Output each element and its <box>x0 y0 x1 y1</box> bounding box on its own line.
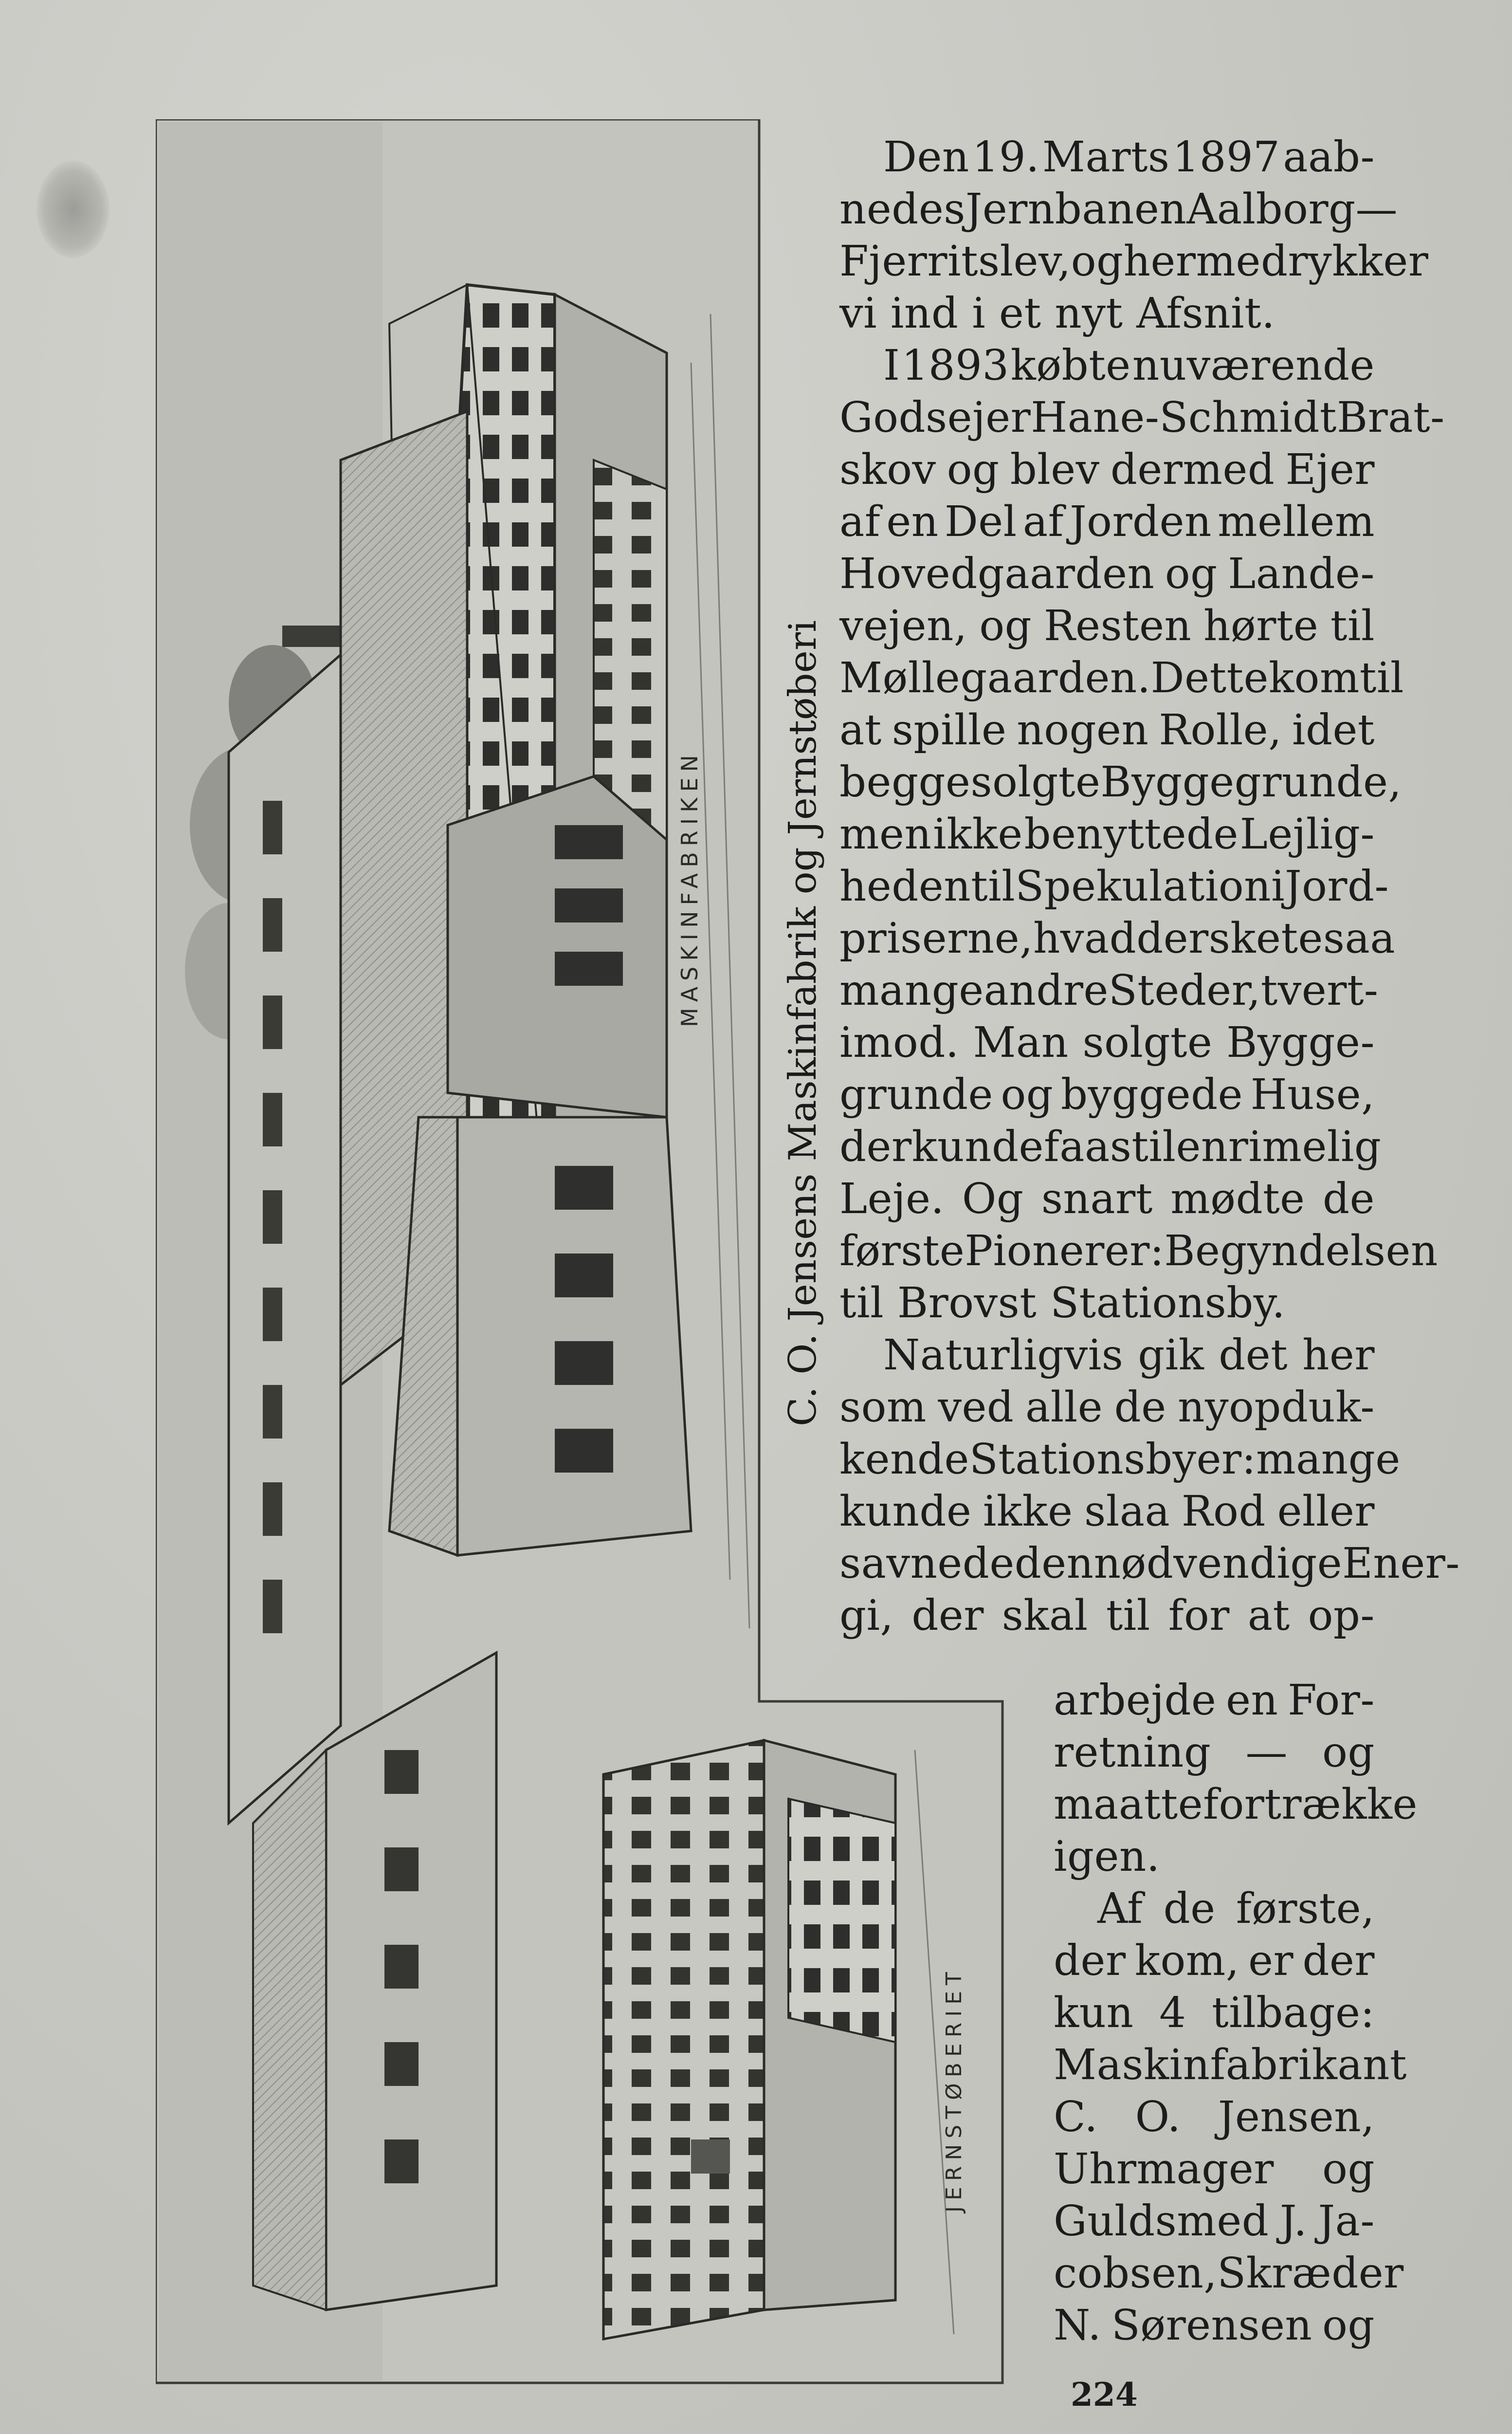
label-jernstoberiet: JERNSTØBERIET <box>942 1966 966 2213</box>
word: Sørensen <box>1111 2301 1312 2350</box>
word: en <box>1226 1676 1278 1725</box>
word: dermed <box>1110 445 1275 494</box>
text-line <box>839 1538 1460 1590</box>
word: faas <box>1043 1123 1132 1171</box>
word: skov <box>839 445 936 494</box>
word: Og <box>962 1175 1024 1223</box>
word: alle <box>1025 1383 1103 1432</box>
word: arbejde <box>1054 1676 1217 1725</box>
word: at <box>839 706 882 755</box>
word: kom, <box>1134 1936 1239 1985</box>
word: rimelig <box>1228 1123 1382 1171</box>
paragraph-1 <box>839 131 1429 340</box>
word: første, <box>1236 1884 1375 1933</box>
word: og <box>1001 1070 1054 1119</box>
word: N. <box>1054 2301 1102 2350</box>
word: mange <box>1256 1435 1401 1484</box>
word: Steder, <box>1108 966 1261 1015</box>
text-line <box>1054 1883 1375 1935</box>
word: der <box>839 1123 912 1171</box>
text-line <box>839 861 1389 913</box>
word: solgte <box>970 758 1101 807</box>
word: Pionerer: <box>965 1227 1165 1275</box>
word: Jord- <box>1285 862 1389 911</box>
word: Ja- <box>1318 2197 1375 2246</box>
word: O. <box>1135 2093 1181 2141</box>
word: Dette <box>1150 654 1269 702</box>
word: nyopduk- <box>1178 1383 1375 1432</box>
word: blev <box>1010 445 1100 494</box>
text-line: til Brovst Stationsby. <box>839 1279 1286 1328</box>
word: de <box>1163 1884 1216 1933</box>
text-line <box>839 340 1375 392</box>
word: benyttede <box>1024 810 1239 859</box>
text-line <box>839 756 1402 809</box>
text-line <box>839 1382 1375 1434</box>
word: til <box>1131 1123 1176 1171</box>
word: til <box>1359 654 1404 702</box>
word: aab- <box>1283 133 1375 182</box>
word: vejen, <box>839 602 967 650</box>
word: J. <box>1279 2197 1308 2246</box>
word: Ener- <box>1342 1539 1460 1588</box>
word: kun <box>1054 1989 1134 2037</box>
word: mellem <box>1218 498 1375 546</box>
text-line <box>839 1590 1375 1642</box>
word: I <box>883 341 900 390</box>
word: solgte <box>1082 1018 1213 1067</box>
text-line <box>1054 1779 1418 1831</box>
word: cobsen, <box>1054 2249 1218 2298</box>
word: og <box>1322 2145 1375 2194</box>
word: og <box>1165 550 1218 598</box>
word: slaa <box>1084 1487 1170 1536</box>
word: en <box>886 498 939 546</box>
text-line <box>839 1017 1375 1069</box>
word: og <box>979 602 1032 650</box>
word: Skræder <box>1217 2249 1404 2298</box>
word: Jernbanen <box>965 185 1187 234</box>
word: op- <box>1308 1591 1375 1640</box>
word: spille <box>892 706 1007 755</box>
text-line <box>839 1069 1375 1121</box>
word: tvert- <box>1260 966 1379 1015</box>
word: ikke <box>933 810 1023 859</box>
text-line <box>839 600 1375 652</box>
page-number: 224 <box>1071 2376 1138 2414</box>
word: Naturligvis <box>883 1331 1124 1380</box>
word: Godsejer <box>839 393 1031 442</box>
word: Stationsbyer: <box>969 1435 1257 1484</box>
word: 1897 <box>1172 133 1280 182</box>
word: Brat- <box>1336 393 1445 442</box>
word: gik <box>1138 1331 1204 1380</box>
word: Hane-Schmidt <box>1031 393 1337 442</box>
text-line <box>839 548 1375 600</box>
word: Jorden <box>1070 498 1212 546</box>
word: Rolle, <box>1159 706 1282 755</box>
word: ved <box>938 1383 1014 1432</box>
label-maskinfabriken: MASKINFABRIKEN <box>676 749 703 1027</box>
word: og <box>947 445 1000 494</box>
word: snart <box>1041 1175 1153 1223</box>
text-line <box>839 444 1375 496</box>
word: en <box>1176 1123 1228 1171</box>
word: den <box>1014 1539 1094 1588</box>
word: skete <box>1208 914 1323 963</box>
word: Møllegaarden. <box>839 654 1151 702</box>
page-smudge <box>36 161 109 258</box>
word: kende <box>839 1435 969 1484</box>
word: — <box>1245 1728 1288 1777</box>
word: Den <box>883 133 969 182</box>
text-line <box>839 1329 1375 1382</box>
word: mange <box>839 966 984 1015</box>
word: grunde <box>839 1070 993 1119</box>
word: gi, <box>839 1591 894 1640</box>
text-line <box>839 496 1375 548</box>
word: 1893 <box>901 341 1009 390</box>
text-line <box>1054 1935 1375 1987</box>
word: Del <box>944 498 1017 546</box>
text-line <box>1054 1675 1375 1727</box>
word: nedes <box>839 185 965 234</box>
word: til <box>1106 1591 1150 1640</box>
word: nødvendige <box>1093 1539 1343 1588</box>
word: af <box>1022 498 1064 546</box>
text-line <box>1054 2195 1375 2248</box>
word: Byggegrunde, <box>1100 758 1402 807</box>
word: Guldsmed <box>1054 2197 1269 2246</box>
text-line <box>839 236 1429 288</box>
word: købte <box>1010 341 1131 390</box>
word: Lejlig- <box>1239 810 1375 859</box>
text-line: igen. <box>1054 1832 1160 1881</box>
word: der <box>1136 914 1209 963</box>
main-text-column <box>839 131 1460 1642</box>
word: og <box>1071 237 1124 286</box>
word: eller <box>1277 1487 1375 1536</box>
text-line: vi ind i et nyt Afsnit. <box>839 289 1275 338</box>
paragraph-3 <box>839 1329 1460 1642</box>
word: Hovedgaarden <box>839 550 1155 598</box>
word: og <box>1322 1728 1375 1777</box>
word: saa <box>1323 914 1396 963</box>
word: Bygge- <box>1226 1018 1375 1067</box>
word: begge <box>839 758 971 807</box>
word: Ejer <box>1285 445 1375 494</box>
text-line: Maskinfabrikant <box>1054 2041 1407 2089</box>
figure-caption: C. O. Jensens Maskinfabrik og Jernstøberi <box>781 620 825 1426</box>
factory-side-wing <box>229 655 341 1823</box>
word: det <box>1219 1331 1288 1380</box>
word: at <box>1247 1591 1290 1640</box>
word: hermed <box>1123 237 1288 286</box>
word: kunde <box>911 1123 1044 1171</box>
word: maatte <box>1054 1780 1203 1829</box>
word: C. <box>1054 2093 1098 2141</box>
text-line <box>839 913 1396 965</box>
text-line <box>839 965 1379 1017</box>
narrow-text-column <box>1054 1675 1418 2352</box>
word: der <box>1054 1936 1126 1985</box>
word: Marts <box>1042 133 1170 182</box>
word: nuværende <box>1132 341 1375 390</box>
word: Jensen, <box>1218 2093 1375 2141</box>
word: her <box>1302 1331 1375 1380</box>
word: til <box>1330 602 1375 650</box>
word: som <box>839 1383 927 1432</box>
paragraph-2 <box>839 340 1445 1329</box>
text-line <box>1054 2091 1375 2143</box>
word: Man <box>973 1018 1069 1067</box>
text-line <box>839 131 1375 184</box>
word: de <box>1323 1175 1375 1223</box>
word: de <box>1114 1383 1166 1432</box>
word: fortrække <box>1203 1780 1418 1829</box>
word: Uhrmager <box>1054 2145 1274 2194</box>
word: Af <box>1097 1884 1143 1933</box>
text-line <box>839 1225 1438 1277</box>
word: nogen <box>1017 706 1149 755</box>
word: til <box>971 862 1016 911</box>
word: Lande- <box>1228 550 1375 598</box>
word: Spekulation <box>1015 862 1272 911</box>
word: tilbage: <box>1212 1989 1375 2037</box>
word: der <box>1302 1936 1375 1985</box>
word: skal <box>1002 1591 1088 1640</box>
word: byggede <box>1061 1070 1243 1119</box>
word: savnede <box>839 1539 1015 1588</box>
word: men <box>839 810 932 859</box>
word: kunde <box>839 1487 972 1536</box>
word: For- <box>1288 1676 1375 1725</box>
word: der <box>911 1591 984 1640</box>
word: heden <box>839 862 971 911</box>
word: første <box>839 1227 965 1275</box>
word: mødte <box>1170 1175 1305 1223</box>
text-line <box>1054 2143 1375 2195</box>
text-line <box>839 652 1404 704</box>
word: Leje. <box>839 1175 945 1223</box>
word: Resten <box>1043 602 1192 650</box>
text-line <box>839 1434 1401 1486</box>
word: kom <box>1268 654 1360 702</box>
word: ikke <box>983 1487 1073 1536</box>
word: hørte <box>1203 602 1319 650</box>
text-line <box>839 392 1445 444</box>
text-line <box>839 809 1375 861</box>
word: 19. <box>972 133 1039 182</box>
word: priserne, <box>839 914 1033 963</box>
word: imod. <box>839 1018 959 1067</box>
text-line <box>1054 1727 1375 1779</box>
word: retning <box>1054 1728 1211 1777</box>
word: Huse, <box>1250 1070 1375 1119</box>
text-line <box>839 1173 1375 1225</box>
text-line <box>839 704 1375 756</box>
word: hvad <box>1033 914 1137 963</box>
text-line <box>839 1121 1382 1173</box>
word: Aalborg— <box>1186 185 1398 234</box>
word: og <box>1322 2301 1375 2350</box>
word: i <box>1271 862 1285 911</box>
word: for <box>1168 1591 1230 1640</box>
text-line <box>839 184 1398 236</box>
word: er <box>1248 1936 1294 1985</box>
word: andre <box>984 966 1109 1015</box>
word: 4 <box>1159 1989 1186 2037</box>
word: rykker <box>1288 237 1429 286</box>
text-line <box>1054 2248 1404 2300</box>
word: Rod <box>1181 1487 1266 1536</box>
text-line <box>839 1486 1375 1538</box>
word: af <box>839 498 881 546</box>
text-line <box>1054 2300 1375 2352</box>
foundry-building <box>603 1740 764 2339</box>
text-line <box>1054 1987 1375 2039</box>
word: Fjerritslev, <box>839 237 1071 286</box>
word: Begyndelsen <box>1164 1227 1438 1275</box>
word: idet <box>1292 706 1375 755</box>
